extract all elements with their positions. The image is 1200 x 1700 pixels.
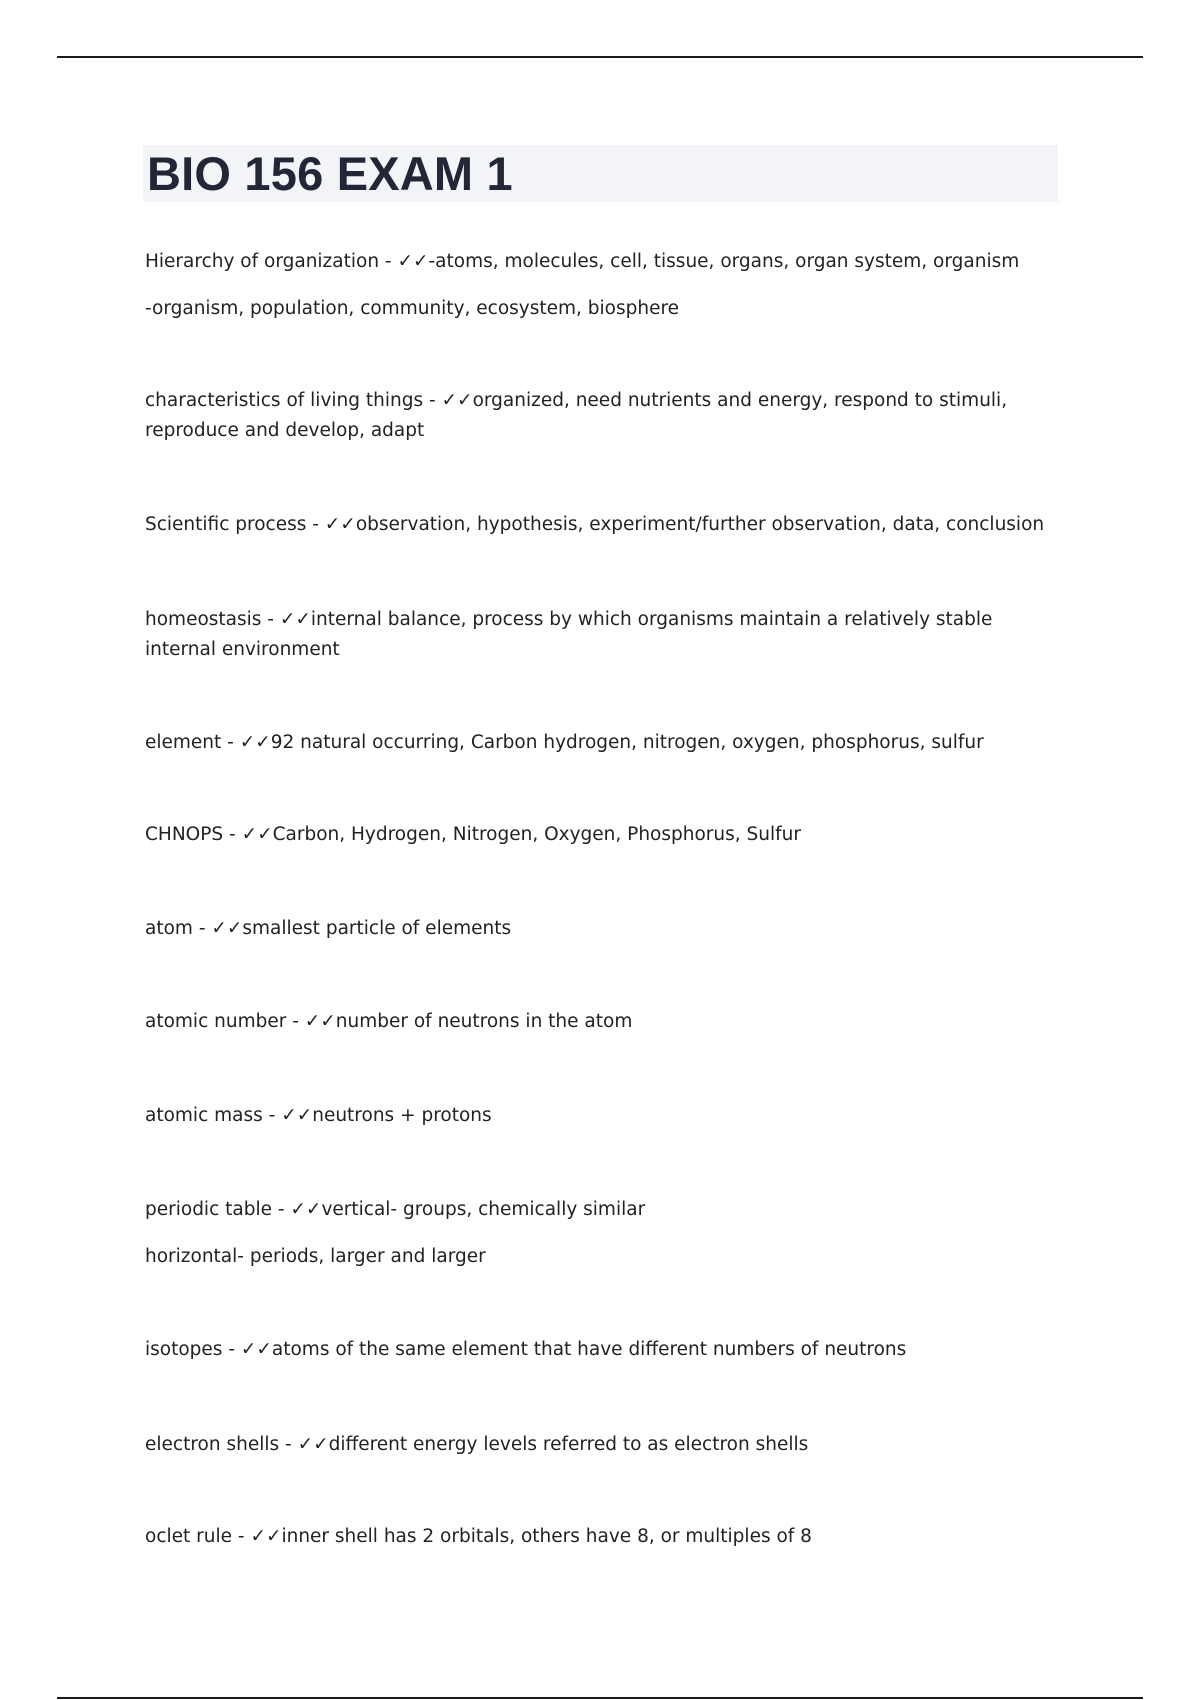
entry-term: periodic table [145,1199,272,1220]
entry-term: Hierarchy of organization [145,251,380,272]
entry-definition: Carbon, Hydrogen, Nitrogen, Oxygen, Phosphorus, Sulfur [272,824,801,845]
entry-continuation-hierarchy: -organism, population, community, ecosystem, biosphere [145,298,680,319]
entry-separator: - [221,732,240,753]
entry-definition: number of neutrons in the atom [335,1011,633,1032]
check-mark-icon: ✓✓ [240,1339,272,1360]
check-mark-icon: ✓✓ [279,609,311,630]
check-mark-icon: ✓✓ [250,1526,282,1547]
entry-continuation-periodic-table: horizontal- periods, larger and larger [145,1246,486,1267]
flashcard-entry-chnops [145,820,1060,850]
entry-definition: observation, hypothesis, experiment/further observation, data, conclusion [355,514,1045,535]
flashcard-entry-atom [145,914,1060,944]
entry-term: oclet rule [145,1526,232,1547]
flashcard-entry-characteristics [145,386,1060,446]
flashcard-entry-isotopes [145,1335,1060,1365]
flashcard-entry-octet-rule [145,1522,1060,1552]
entry-separator: - [262,1105,282,1126]
page-title: BIO 156 EXAM 1 [147,147,513,200]
check-mark-icon: ✓✓ [281,1105,313,1126]
flashcard-entry-element [145,728,1060,758]
entry-term: homeostasis [145,609,262,630]
entry-separator: - [192,918,212,939]
flashcard-entry-homeostasis [145,605,1060,665]
entry-separator: - [279,1434,298,1455]
entry-term: isotopes [145,1339,223,1360]
top-divider [57,56,1143,58]
entry-definition: smallest particle of elements [242,918,512,939]
check-mark-icon: ✓✓ [297,1434,329,1455]
entry-term: Scientific process [145,514,307,535]
entry-separator: - [222,1339,241,1360]
entry-term: element [145,732,222,753]
flashcard-entry-hierarchy [145,247,1060,277]
check-mark-icon: ✓✓ [304,1011,336,1032]
check-mark-icon: ✓✓ [239,732,271,753]
check-mark-icon: ✓✓ [441,390,473,411]
entry-separator: - [232,1526,251,1547]
entry-definition: internal balance, process by which organisms maintain a relatively stable internal environment [145,609,993,660]
entry-definition: -atoms, molecules, cell, tissue, organs, organ system, organism [428,251,1020,272]
entry-separator: - [261,609,280,630]
entry-term: CHNOPS [145,824,224,845]
check-mark-icon: ✓✓ [397,251,429,272]
check-mark-icon: ✓✓ [241,824,273,845]
entry-separator: - [271,1199,291,1220]
entry-definition: 92 natural occurring, Carbon hydrogen, nitrogen, oxygen, phosphorus, sulfur [270,732,984,753]
check-mark-icon: ✓✓ [211,918,243,939]
entry-term: atomic number [145,1011,287,1032]
entry-separator: - [379,251,398,272]
entry-term: atomic mass [145,1105,263,1126]
entry-definition: atoms of the same element that have different numbers of neutrons [271,1339,907,1360]
entry-term: characteristics of living things [145,390,424,411]
entry-definition: neutrons + protons [312,1105,492,1126]
check-mark-icon: ✓✓ [324,514,356,535]
entry-separator: - [223,824,242,845]
entry-definition: vertical- groups, chemically similar [321,1199,646,1220]
check-mark-icon: ✓✓ [290,1199,322,1220]
flashcard-entry-electron-shells [145,1430,1060,1460]
entry-separator: - [286,1011,305,1032]
entry-separator: - [423,390,442,411]
entry-separator: - [306,514,325,535]
flashcard-entry-periodic-table [145,1195,1060,1225]
flashcard-entry-scientific-process [145,510,1060,540]
entry-definition: organized, need nutrients and energy, respond to stimuli, reproduce and develop, adapt [145,390,1008,441]
flashcard-entry-atomic-number [145,1007,1060,1037]
entry-definition: inner shell has 2 orbitals, others have 8, or multiples of 8 [281,1526,812,1547]
entry-definition: different energy levels referred to as electron shells [328,1434,809,1455]
entry-term: electron shells [145,1434,280,1455]
bottom-divider [57,1697,1143,1699]
flashcard-entry-atomic-mass [145,1101,1060,1131]
entry-term: atom [145,918,193,939]
